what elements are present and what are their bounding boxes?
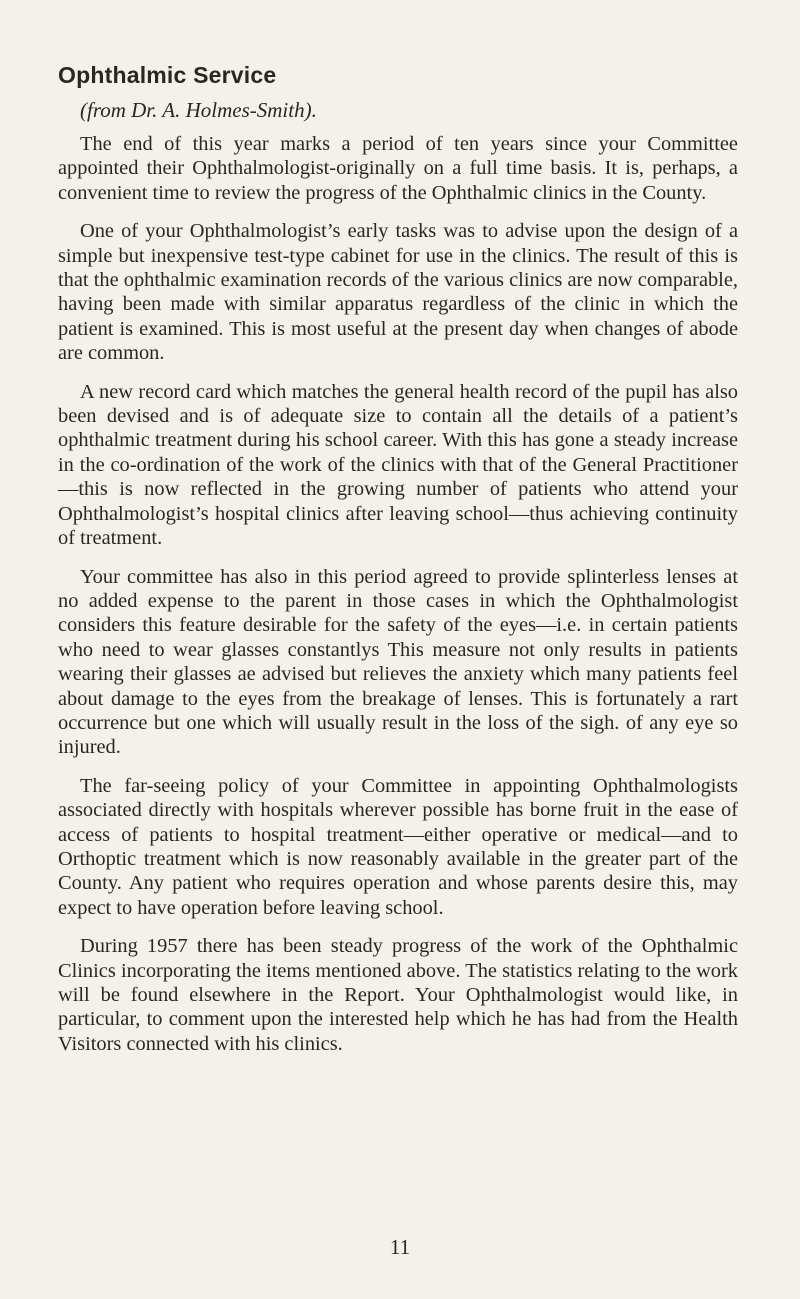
section-heading: Ophthalmic Service [58, 62, 277, 88]
paragraph-4: Your committee has also in this period agreed to provide splinterless lenses at no added expense to the parent in those cases in which the Ophthalmologist considers this feature desirable for the safety of the eyes—i.e. in certain patients who need to wear glasses constantlys This measure not only results in patients wearing their glasses ae advised but relieves the anxiety which many patients feel about damage to the eyes from the breakage of lenses. This is fortunately a rart occurrence but one which will usually result in the loss of the sigh. of any eye so injured. [58, 565, 738, 759]
page-number: 11 [389, 1235, 411, 1259]
paragraph-5: The far-seeing policy of your Committee in appointing Ophthalmologists associated directly with hospitals wherever possible has borne fruit in the ease of access of patients to hospital treatment—either operative or medical—and to Orthoptic treatment which is now reasonably available in the greater part of the County. Any patient who requires operation and whose parents desire this, may expect to have operation before leaving school. [58, 774, 738, 919]
document-page [58, 60, 738, 1070]
author-byline: (from Dr. A. Holmes-Smith). [80, 98, 317, 122]
paragraph-2: One of your Ophthalmologist’s early tasks was to advise upon the design of a simple but inexpensive test-type cabinet for use in the clinics. The result of this is that the ophthalmic examination records of the various clinics are now comparable, having been made with similar apparatus regardless of the clinic in which the patient is examined. This is most useful at the present day when changes of abode are common. [58, 220, 738, 365]
paragraph-1: The end of this year marks a period of ten years since your Committee appointed their Ophthalmologist-originally on a full time basis. It is, perhaps, a convenient time to review the progress of the Ophthalmic clinics in the County. [58, 133, 738, 204]
paragraph-3: A new record card which matches the general health record of the pupil has also been devised and is of adequate size to contain all the details of a patient’s ophthalmic treatment during his school career. With this has gone a steady increase in the co-ordination of the work of the clinics with that of the General Practitioner—this is now reflected in the growing number of patients who attend your Ophthalmologist’s hospital clinics after leaving school—thus achieving continuity of treatment. [58, 380, 738, 550]
paragraph-6: During 1957 there has been steady progress of the work of the Ophthalmic Clinics incorporating the items mentioned above. The statistics relating to the work will be found elsewhere in the Report. Your Ophthalmologist would like, in particular, to comment upon the interested help which he has had from the Health Visitors connected with his clinics. [58, 935, 738, 1055]
